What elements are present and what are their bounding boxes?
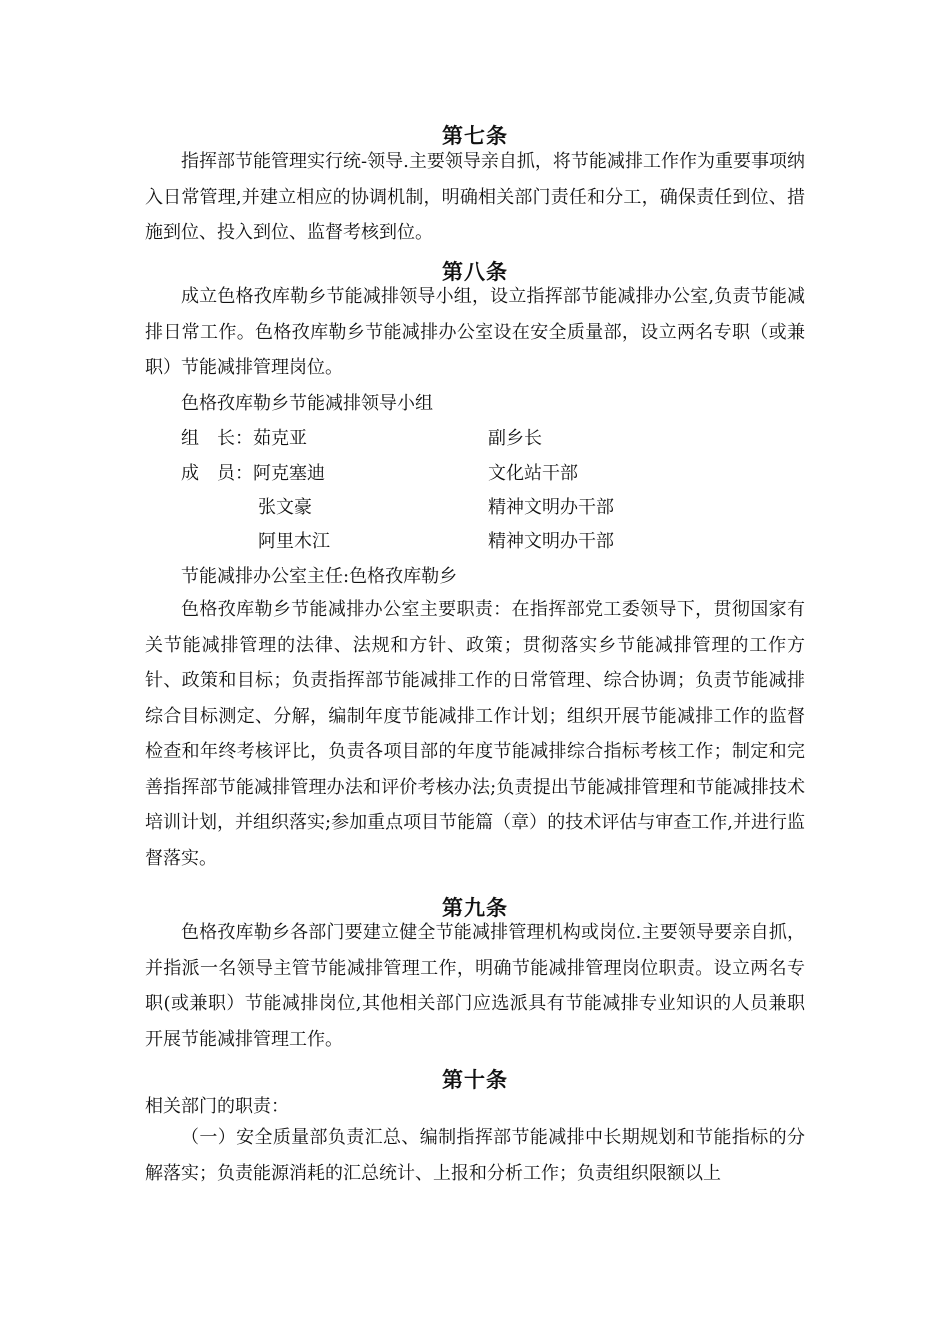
member-1-role: 文化站干部 — [488, 463, 578, 484]
office-director: 节能减排办公室主任:色格孜库勒乡 — [181, 566, 458, 587]
group-leader-role: 副乡长 — [488, 428, 542, 449]
group-members: 成 员：阿克塞迪 — [181, 463, 325, 484]
group-leader: 组 长：茹克亚 — [181, 428, 307, 449]
article-10-heading: 第十条 — [442, 1067, 508, 1092]
member-3-name: 阿里木江 — [258, 531, 330, 552]
member-2-name: 张文豪 — [258, 497, 312, 518]
article-8-heading: 第八条 — [442, 259, 508, 284]
leading-group-title: 色格孜库勒乡节能减排领导小组 — [181, 393, 433, 414]
article-9-body: 色格孜库勒乡各部门要建立健全节能减排管理机构或岗位.主要领导要亲自抓，并指派一名领导主管节能减排管理工作，明确节能减排管理岗位职责。设立两名专职(或兼职）节能减排岗位,其他相关部门应选派具有节能减排专业知识的人员兼职开展节能减排管理工作。 — [145, 922, 805, 1050]
article-9-heading: 第九条 — [442, 895, 508, 920]
article-10-item-1: （一）安全质量部负责汇总、编制指挥部节能减排中长期规划和节能指标的分解落实；负责能源消耗的汇总统计、上报和分析工作；负责组织限额以上 — [145, 1127, 805, 1184]
member-3-role: 精神文明办干部 — [488, 531, 614, 552]
article-8-body: 成立色格孜库勒乡节能减排领导小组，设立指挥部节能减排办公室,负责节能减排日常工作。色格孜库勒乡节能减排办公室设在安全质量部，设立两名专职（或兼职）节能减排管理岗位。 — [145, 286, 805, 378]
article-10-intro: 相关部门的职责： — [145, 1096, 289, 1117]
member-2-role: 精神文明办干部 — [488, 497, 614, 518]
article-7-body: 指挥部节能管理实行统-领导.主要领导亲自抓，将节能减排工作作为重要事项纳入日常管理,并建立相应的协调机制，明确相关部门责任和分工，确保责任到位、措施到位、投入到位、监督考核到位。 — [145, 151, 805, 243]
office-duties: 色格孜库勒乡节能减排办公室主要职责：在指挥部党工委领导下，贯彻国家有关节能减排管理的法律、法规和方针、政策；贯彻落实乡节能减排管理的工作方针、政策和目标；负责指挥部节能减排工作的日常管理、综合协调；负责节能减排综合目标测定、分解，编制年度节能减排工作计划；组织开展节能减排工作的监督检查和年终考核评比，负责各项目部的年度节能减排综合指标考核工作；制定和完善指挥部节能减排管理办法和评价考核办法;负责提出节能减排管理和节能减排技术培训计划，并组织落实;参加重点项目节能篇（章）的技术评估与审查工作,并进行监督落实。 — [145, 599, 805, 869]
article-7-heading: 第七条 — [442, 123, 508, 148]
